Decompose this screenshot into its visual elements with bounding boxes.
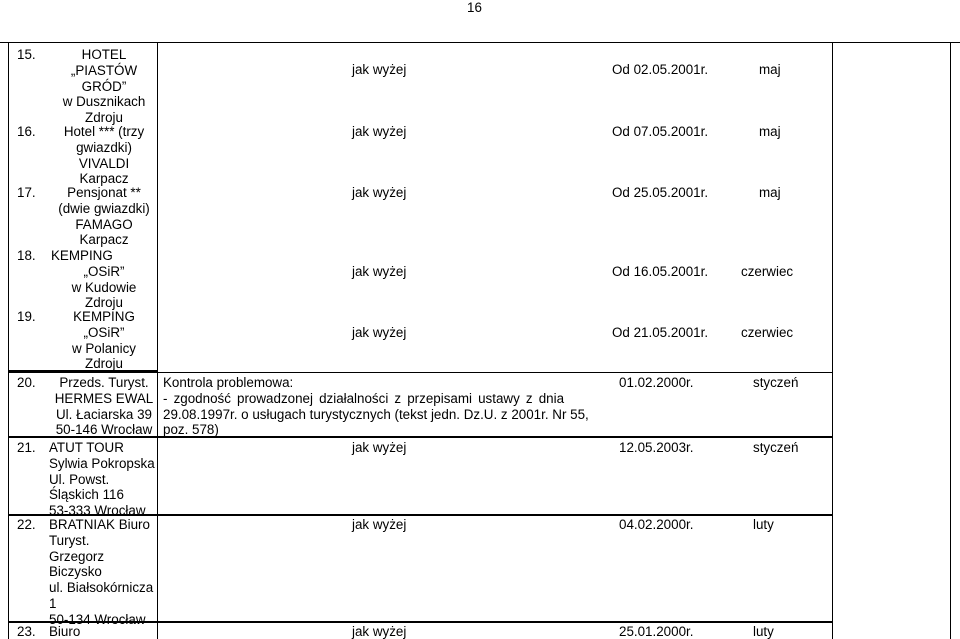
row-month: maj	[759, 62, 781, 77]
row-name: Przeds. Turyst. HERMES EWAL Ul. Łaciarska 39 50-146 Wrocław	[54, 375, 154, 438]
row-desc: jak wyżej	[352, 624, 407, 639]
row-number: 15.	[17, 47, 36, 62]
row-month: styczeń	[753, 375, 799, 390]
row-date: Od 02.05.2001r.	[612, 62, 709, 77]
table-top-border	[0, 42, 960, 43]
row-desc: jak wyżej	[352, 62, 407, 77]
col-line-5	[832, 42, 833, 639]
row-number: 17.	[17, 185, 36, 200]
row-date: 25.01.2000r.	[619, 624, 694, 639]
row-desc: jak wyżej	[352, 517, 407, 532]
row-number: 16.	[17, 124, 36, 139]
row-number: 21.	[17, 440, 36, 455]
row-date: 01.02.2000r.	[619, 375, 694, 390]
row-name: BRATNIAK Biuro Turyst. Grzegorz Biczysko ul. Białsokórnicza 1 50-134 Wrocław	[49, 517, 154, 627]
row-date: Od 21.05.2001r.	[612, 325, 709, 340]
row-number: 18.	[17, 248, 36, 263]
row-month: styczeń	[753, 440, 799, 455]
row-month: luty	[753, 517, 774, 532]
row-date: Od 25.05.2001r.	[612, 185, 709, 200]
row-date: Od 16.05.2001r.	[612, 264, 709, 279]
row-desc: jak wyżej	[352, 325, 407, 340]
row-divider-20b	[157, 372, 833, 373]
row-name: Pensjonat ** (dwie gwiazdki) FAMAGO Karpacz	[58, 185, 150, 248]
row-desc: jak wyżej	[352, 185, 407, 200]
row-number: 23.	[17, 624, 36, 639]
row-desc: jak wyżej	[352, 124, 407, 139]
row-month: maj	[759, 185, 781, 200]
row-number: 22.	[17, 517, 36, 532]
row-desc: jak wyżej	[352, 264, 407, 279]
row-name: HOTEL „PIASTÓW GRÓD” w Dusznikach Zdroju	[62, 47, 146, 126]
row-date: 12.05.2003r.	[619, 440, 694, 455]
row-name: KEMPING „OSiR” w Kudowie Zdroju	[51, 248, 137, 311]
row-month: czerwiec	[741, 264, 794, 279]
row-name: KEMPING „OSiR” w Polanicy Zdroju	[71, 309, 136, 372]
col-line-6	[950, 42, 951, 639]
row-number: 19.	[17, 309, 36, 324]
page-number: 16	[467, 0, 482, 15]
col-line-1	[8, 42, 9, 639]
row-name: Biuro	[49, 624, 81, 639]
row-name: Hotel *** (trzy gwiazdki) VIVALDI Karpacz	[63, 124, 145, 187]
row-month: czerwiec	[741, 325, 794, 340]
row-desc: Kontrola problemowa: - zgodność prowadzonej działalności z przepisami ustawy z dnia 29.08.1997r. o usługach turystycznych (tekst jedn. Dz.U. z 2001r. Nr 55, poz. 578)	[163, 375, 589, 438]
row-month: maj	[759, 124, 781, 139]
row-number: 20.	[17, 375, 36, 390]
row-desc: jak wyżej	[352, 440, 407, 455]
row-month: luty	[753, 624, 774, 639]
row-date: Od 07.05.2001r.	[612, 124, 709, 139]
row-date: 04.02.2000r.	[619, 517, 694, 532]
row-name: ATUT TOUR Sylwia Pokropska Ul. Powst. Śląskich 116 53-333 Wrocław	[49, 440, 155, 519]
